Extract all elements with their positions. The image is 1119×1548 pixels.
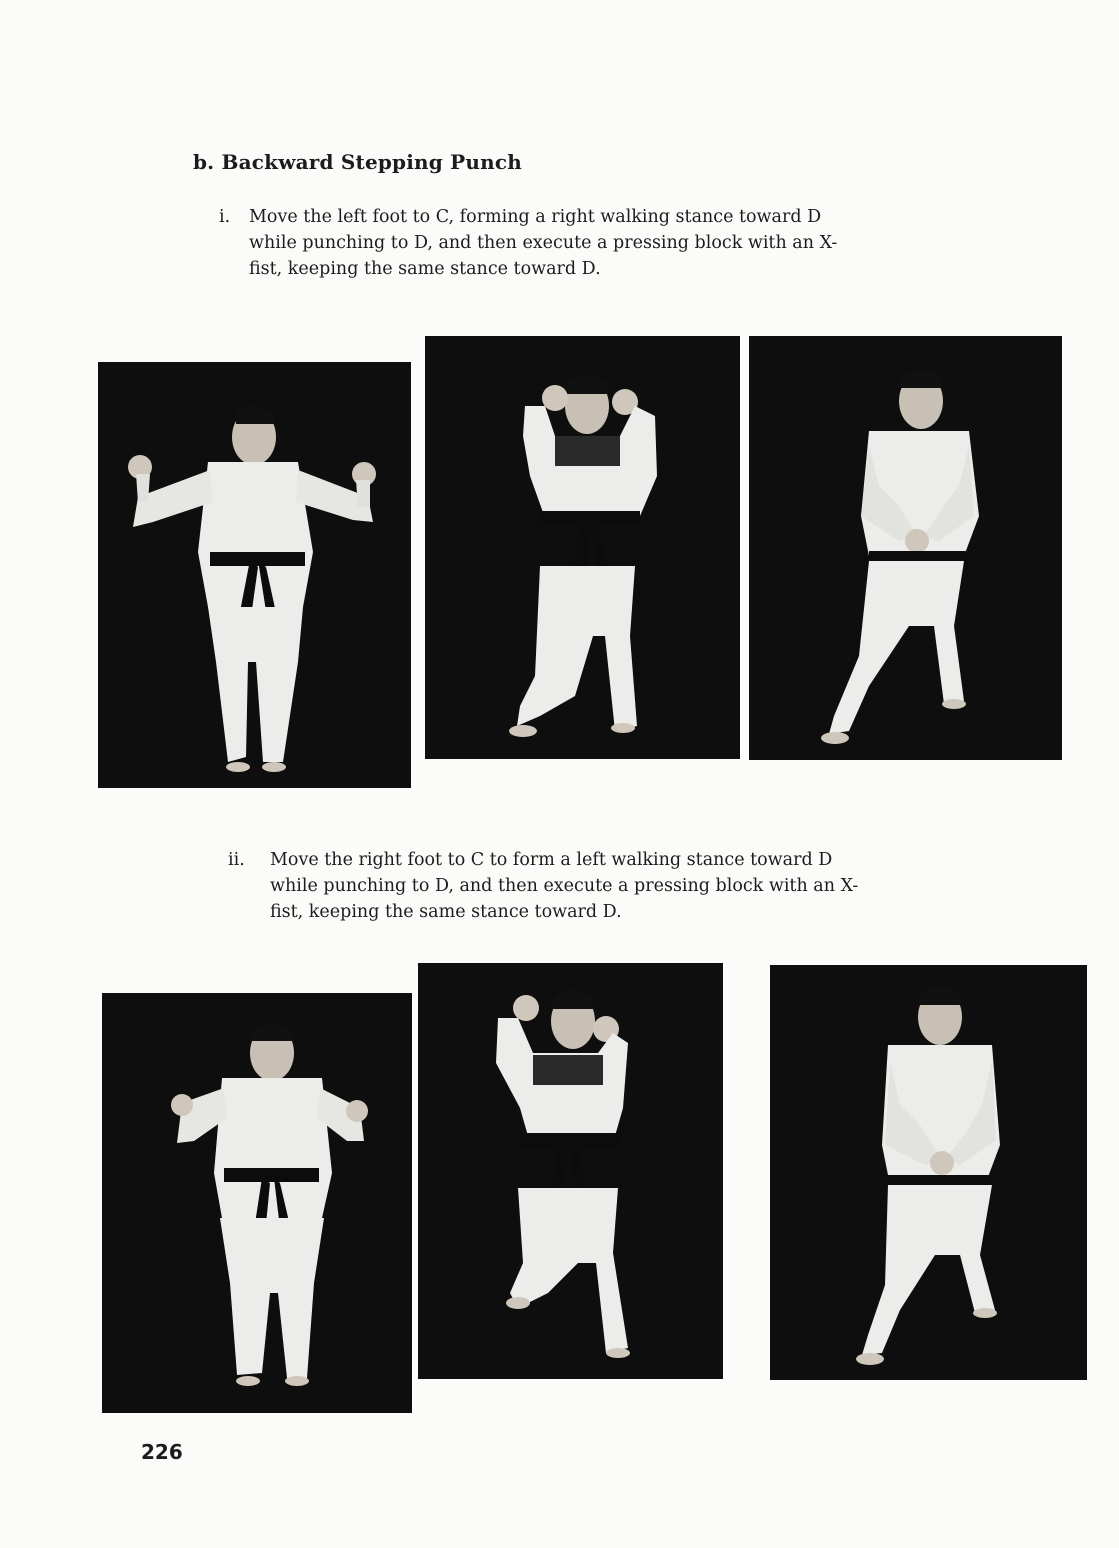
photo-1-ready-stance [98, 362, 411, 788]
section-heading: b. Backward Stepping Punch [193, 150, 522, 174]
photo-2-walking-stance-punch [425, 336, 740, 759]
step-1-number: i. [219, 207, 231, 227]
step-2 [228, 847, 988, 927]
photo-3-x-fist-pressing-block [749, 336, 1062, 760]
step-2-number: ii. [228, 850, 245, 870]
photo-6-x-fist-pressing-block [770, 965, 1087, 1380]
page-number: 226 [141, 1440, 183, 1464]
step-2-line-1: Move the right foot to C to form a left walking stance toward D [270, 850, 833, 870]
step-1-line-3: fist, keeping the same stance toward D. [249, 259, 601, 279]
step-1 [219, 204, 979, 284]
photo-5-walking-stance-punch [418, 963, 723, 1379]
photo-4-ready-stance [102, 993, 412, 1413]
step-1-line-2: while punching to D, and then execute a pressing block with an X- [249, 233, 838, 253]
step-2-line-2: while punching to D, and then execute a pressing block with an X- [270, 876, 859, 896]
step-1-line-1: Move the left foot to C, forming a right walking stance toward D [249, 207, 822, 227]
step-2-line-3: fist, keeping the same stance toward D. [270, 902, 622, 922]
